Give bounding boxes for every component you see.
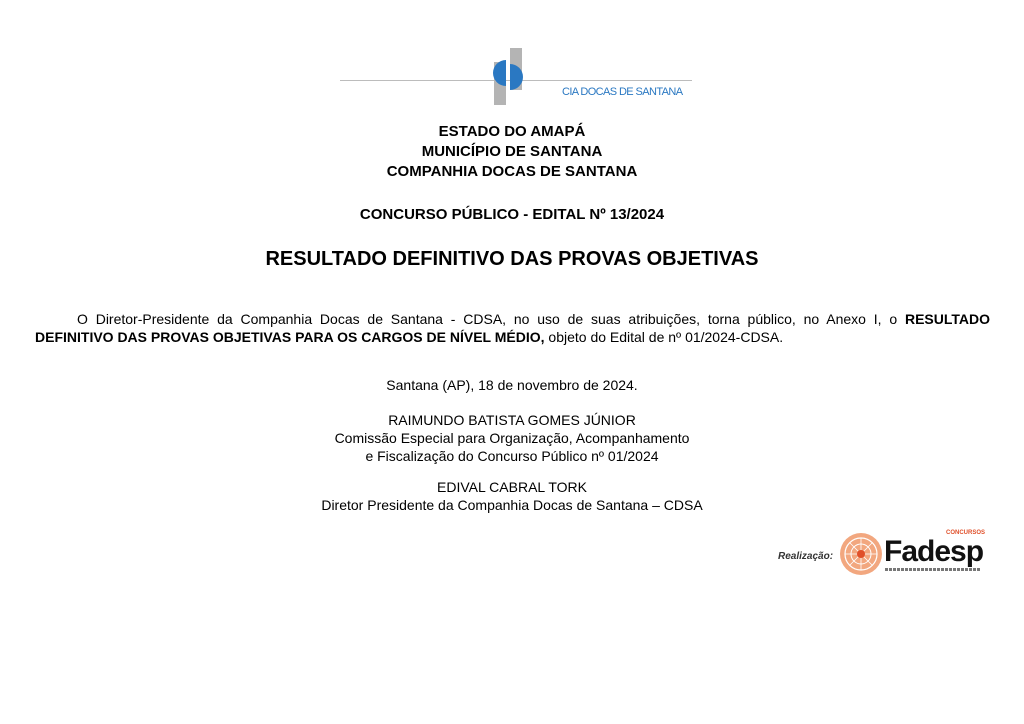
fadesp-wordmark: Fadesp bbox=[884, 535, 984, 568]
fadesp-subtitle-line bbox=[885, 568, 981, 571]
date-line: Santana (AP), 18 de novembro de 2024. bbox=[386, 377, 638, 393]
signatory-1-name: RAIMUNDO BATISTA GOMES JÚNIOR bbox=[388, 412, 636, 428]
header-block bbox=[0, 122, 1024, 182]
logo-company-text: CIA DOCAS DE SANTANA bbox=[562, 86, 683, 98]
realizacao-label: Realização: bbox=[778, 551, 834, 562]
header-municipality: MUNICÍPIO DE SANTANA bbox=[421, 143, 603, 160]
signatory-1-role-1: Comissão Especial para Organização, Acompanhamento bbox=[334, 430, 690, 446]
company-logo bbox=[340, 48, 692, 108]
fadesp-concursos-tag: CONCURSOS bbox=[946, 530, 986, 536]
signatory-1-role-2: e Fiscalização do Concurso Público nº 01/2024 bbox=[365, 448, 659, 464]
body-text-bold: RESULTADO DEFINITIVO DAS PROVAS OBJETIVAS PARA OS CARGOS DE NÍVEL MÉDIO, bbox=[35, 311, 990, 345]
realizacao-block bbox=[778, 530, 986, 578]
header-state: ESTADO DO AMAPÁ bbox=[438, 123, 586, 140]
signatory-1 bbox=[0, 411, 1024, 465]
body-text-2: objeto do Edital de nº 01/2024-CDSA. bbox=[544, 329, 784, 345]
cdsa-emblem-icon bbox=[492, 48, 528, 106]
header-company: COMPANHIA DOCAS DE SANTANA bbox=[386, 163, 638, 180]
edital-title: CONCURSO PÚBLICO - EDITAL Nº 13/2024 bbox=[359, 206, 665, 223]
document-title: RESULTADO DEFINITIVO DAS PROVAS OBJETIVAS bbox=[265, 248, 759, 270]
signatory-2-name: EDIVAL CABRAL TORK bbox=[437, 479, 587, 495]
signatory-2 bbox=[0, 478, 1024, 514]
signatory-2-role: Diretor Presidente da Companhia Docas de Santana – CDSA bbox=[321, 497, 703, 513]
body-paragraph bbox=[35, 310, 990, 346]
fadesp-seal-icon bbox=[839, 532, 883, 576]
body-text-1: O Diretor-Presidente da Companhia Docas de Santana - CDSA, no uso de suas atribuições, torna público, no Anexo I, o bbox=[77, 311, 905, 327]
